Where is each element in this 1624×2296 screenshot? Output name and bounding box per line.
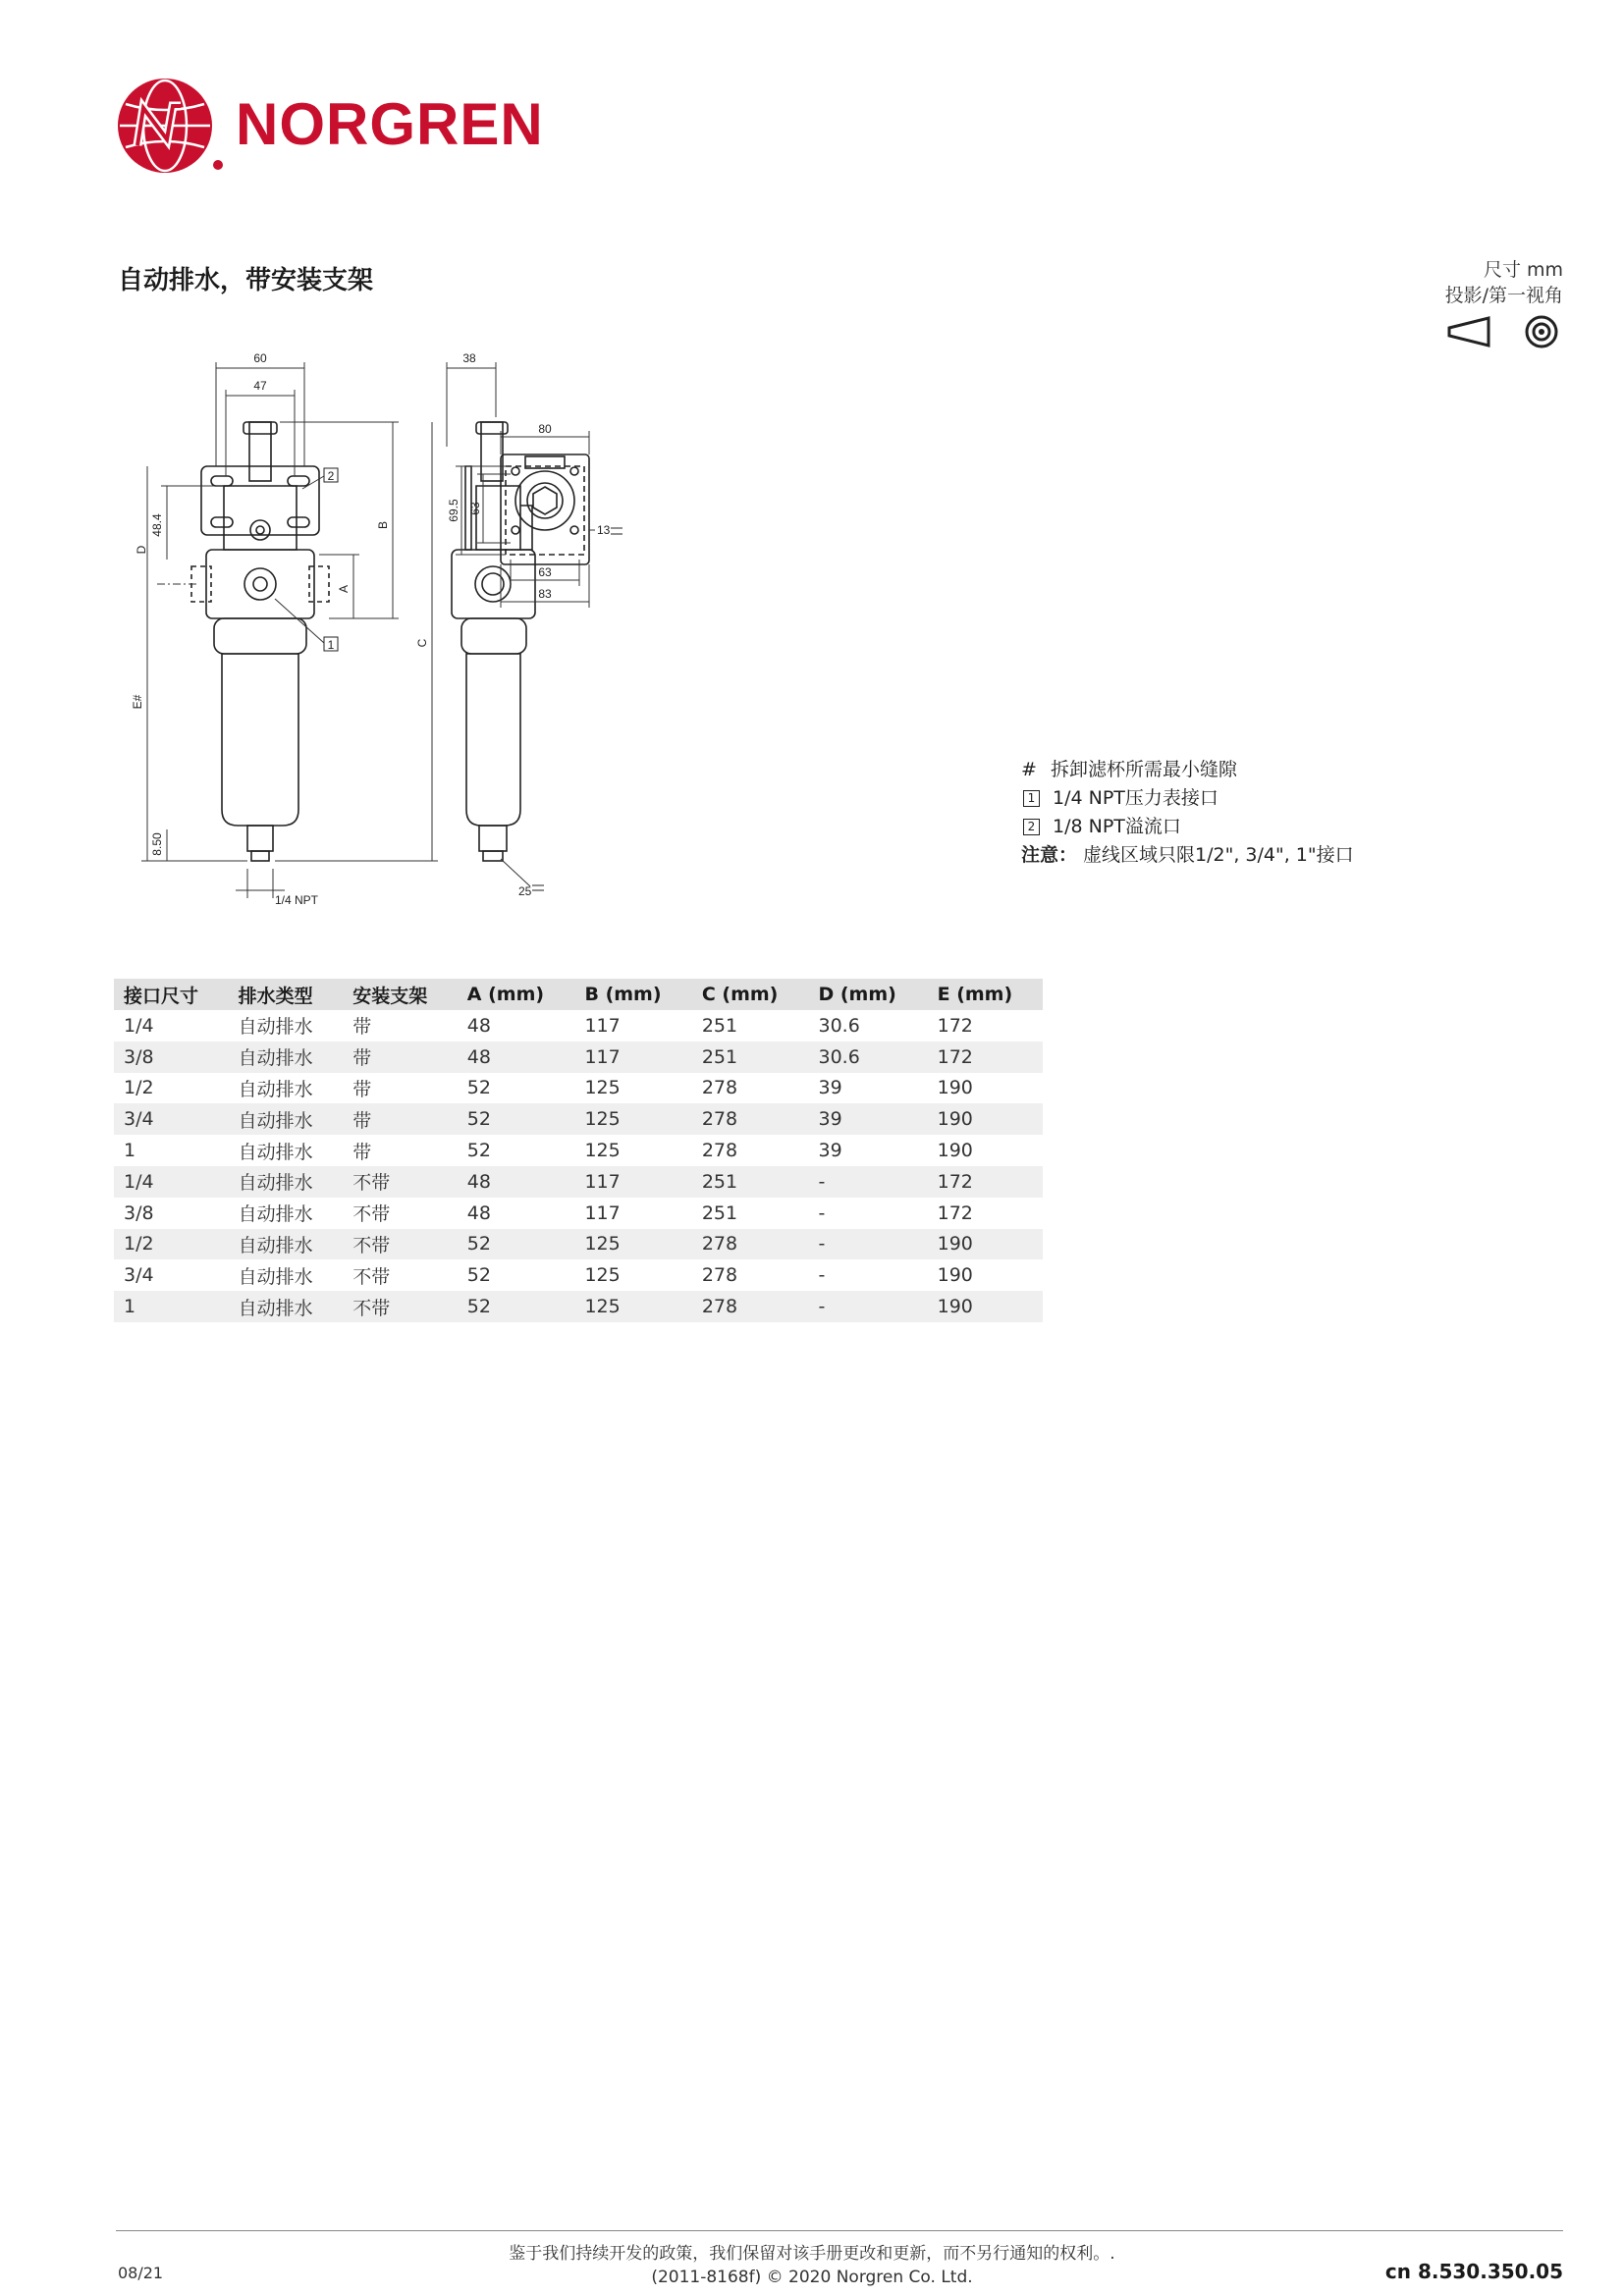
front-dimensions	[141, 362, 438, 898]
projection-label: 投影/第一视角	[1444, 285, 1563, 306]
table-cell: 52	[458, 1135, 575, 1166]
table-cell: 278	[692, 1073, 809, 1104]
table-cell: 1/2	[114, 1229, 229, 1260]
table-cell: 自动排水	[229, 1073, 344, 1104]
table-cell: 190	[928, 1259, 1043, 1291]
header-e: E (mm)	[928, 979, 1043, 1010]
table-cell: 1/2	[114, 1073, 229, 1104]
brand-wordmark: NORGREN	[236, 91, 544, 157]
table-cell: 不带	[343, 1259, 458, 1291]
table-cell: 117	[574, 1198, 691, 1229]
table-cell: 251	[692, 1041, 809, 1073]
table-cell: 自动排水	[229, 1041, 344, 1073]
table-cell: 52	[458, 1291, 575, 1322]
units-info	[1445, 257, 1563, 308]
table-cell: 190	[928, 1291, 1043, 1322]
footer-disclaimer	[0, 2242, 1624, 2289]
table-cell: 172	[928, 1166, 1043, 1198]
note-text: 1/4 NPT压力表接口	[1053, 787, 1218, 809]
table-cell: 190	[928, 1073, 1043, 1104]
table-body	[114, 1010, 1043, 1322]
bottom-view	[501, 454, 589, 564]
dim-e-label: E#	[131, 694, 144, 710]
table-cell: 52	[458, 1229, 575, 1260]
table-cell: 278	[692, 1135, 809, 1166]
table-cell: 30.6	[808, 1041, 927, 1073]
header-port-size: 接口尺寸	[114, 979, 229, 1010]
note-row	[1021, 841, 1354, 870]
table-cell: 带	[343, 1103, 458, 1135]
globe-logo-icon	[116, 77, 234, 175]
table-cell: 172	[928, 1010, 1043, 1041]
table-cell: 自动排水	[229, 1166, 344, 1198]
table-cell: -	[808, 1259, 927, 1291]
note-marker: #	[1021, 759, 1037, 780]
table-cell: 带	[343, 1010, 458, 1041]
dim-a-label: A	[337, 584, 351, 594]
dim-69-5-label: 69.5	[447, 499, 460, 522]
note-attention-label: 注意：	[1021, 844, 1078, 866]
dim-47-label: 47	[253, 379, 267, 393]
note-callout-box: 2	[1023, 819, 1040, 835]
dimension-table	[114, 979, 1043, 1322]
header-drain-type: 排水类型	[229, 979, 344, 1010]
table-cell: 自动排水	[229, 1135, 344, 1166]
note-row	[1021, 813, 1354, 841]
dim-63-vertical-label: 63	[468, 502, 482, 515]
header-c: C (mm)	[692, 979, 809, 1010]
table-cell: 278	[692, 1229, 809, 1260]
table-cell: 117	[574, 1010, 691, 1041]
table-cell: 自动排水	[229, 1010, 344, 1041]
table-row	[114, 1259, 1043, 1291]
side-dimensions	[447, 362, 530, 886]
note-callout-box: 1	[1023, 790, 1040, 807]
page-title: 自动排水，带安装支架	[118, 266, 374, 295]
table-cell: 278	[692, 1103, 809, 1135]
table-cell: 3/4	[114, 1259, 229, 1291]
side-wrench-label: 25	[518, 884, 532, 898]
table-cell: 1/4	[114, 1010, 229, 1041]
table-row	[114, 1166, 1043, 1198]
dim-38-label: 38	[462, 351, 476, 365]
table-cell: 3/8	[114, 1041, 229, 1073]
table-cell: -	[808, 1166, 927, 1198]
first-angle-projection-icon	[1445, 312, 1563, 351]
table-cell: 251	[692, 1198, 809, 1229]
table-cell: 3/4	[114, 1103, 229, 1135]
disclaimer-text: 鉴于我们持续开发的政策，我们保留对该手册更改和更新，而不另行通知的权利。.	[509, 2244, 1115, 2264]
header-bracket: 安装支架	[343, 979, 458, 1010]
callout-1: 1	[327, 638, 335, 652]
table-cell: 39	[808, 1103, 927, 1135]
table-cell: 48	[458, 1198, 575, 1229]
table-header-row	[114, 979, 1043, 1010]
dimension-drawings	[128, 348, 943, 918]
bottom-wrench-label: 13	[597, 523, 611, 537]
dim-80-label: 80	[538, 422, 552, 436]
note-attention-text: 虚线区域只限1/2", 3/4", 1"接口	[1083, 844, 1354, 866]
table-cell: 278	[692, 1259, 809, 1291]
footer-date: 08/21	[118, 2264, 164, 2282]
table-cell: -	[808, 1229, 927, 1260]
table-cell: 48	[458, 1010, 575, 1041]
table-cell: 1	[114, 1291, 229, 1322]
table-cell: 125	[574, 1073, 691, 1104]
table-cell: 251	[692, 1166, 809, 1198]
table-cell: 39	[808, 1135, 927, 1166]
table-cell: 52	[458, 1259, 575, 1291]
table-cell: 自动排水	[229, 1291, 344, 1322]
table-cell: 自动排水	[229, 1259, 344, 1291]
dim-b-label: B	[376, 520, 390, 530]
table-cell: 30.6	[808, 1010, 927, 1041]
dim-63-horizontal-label: 63	[538, 565, 552, 579]
dim-60-label: 60	[253, 351, 267, 365]
table-cell: 190	[928, 1135, 1043, 1166]
table-cell: 带	[343, 1073, 458, 1104]
callout-2: 2	[327, 469, 335, 483]
copyright-text: (2011-8168f) © 2020 Norgren Co. Ltd.	[651, 2268, 973, 2287]
front-view	[191, 422, 329, 861]
port-npt-label: 1/4 NPT	[275, 893, 319, 907]
table-row	[114, 1198, 1043, 1229]
dim-c-label: C	[415, 638, 429, 648]
table-cell: 251	[692, 1010, 809, 1041]
table-cell: 125	[574, 1103, 691, 1135]
table-cell: -	[808, 1291, 927, 1322]
table-cell: 39	[808, 1073, 927, 1104]
table-cell: -	[808, 1198, 927, 1229]
drawing-notes	[1021, 756, 1354, 870]
table-cell: 278	[692, 1291, 809, 1322]
table-cell: 3/8	[114, 1198, 229, 1229]
header-b: B (mm)	[574, 979, 691, 1010]
table-row	[114, 1135, 1043, 1166]
table-cell: 117	[574, 1166, 691, 1198]
table-row	[114, 1291, 1043, 1322]
table-cell: 52	[458, 1073, 575, 1104]
dim-8-50-label: 8.50	[150, 832, 164, 856]
table-cell: 48	[458, 1041, 575, 1073]
table-cell: 不带	[343, 1229, 458, 1260]
dim-48-4-label: 48.4	[150, 513, 164, 537]
note-text: 1/8 NPT溢流口	[1053, 816, 1181, 837]
table-cell: 125	[574, 1291, 691, 1322]
table-cell: 172	[928, 1041, 1043, 1073]
table-cell: 自动排水	[229, 1198, 344, 1229]
dim-83-label: 83	[538, 587, 552, 601]
note-row	[1021, 784, 1354, 813]
table-cell: 不带	[343, 1166, 458, 1198]
table-cell: 带	[343, 1135, 458, 1166]
table-cell: 自动排水	[229, 1103, 344, 1135]
table-cell: 不带	[343, 1291, 458, 1322]
table-row	[114, 1103, 1043, 1135]
table-row	[114, 1229, 1043, 1260]
table-cell: 125	[574, 1229, 691, 1260]
table-cell: 不带	[343, 1198, 458, 1229]
table-row	[114, 1041, 1043, 1073]
table-cell: 1/4	[114, 1166, 229, 1198]
header-d: D (mm)	[808, 979, 927, 1010]
units-label: 尺寸 mm	[1483, 259, 1563, 281]
table-row	[114, 1010, 1043, 1041]
table-cell: 125	[574, 1135, 691, 1166]
footer-divider	[116, 2230, 1563, 2231]
table-row	[114, 1073, 1043, 1104]
table-cell: 自动排水	[229, 1229, 344, 1260]
note-row	[1021, 756, 1354, 784]
dim-d-label: D	[135, 545, 148, 555]
table-cell: 172	[928, 1198, 1043, 1229]
document-code: cn 8.530.350.05	[1384, 2260, 1563, 2283]
side-view	[452, 422, 535, 861]
front-dimension-labels	[131, 351, 429, 907]
table-cell: 125	[574, 1259, 691, 1291]
table-cell: 48	[458, 1166, 575, 1198]
table-cell: 1	[114, 1135, 229, 1166]
table-cell: 117	[574, 1041, 691, 1073]
table-cell: 带	[343, 1041, 458, 1073]
table-cell: 190	[928, 1229, 1043, 1260]
note-text: 拆卸滤杯所需最小缝隙	[1051, 759, 1238, 780]
table-cell: 190	[928, 1103, 1043, 1135]
table-cell: 52	[458, 1103, 575, 1135]
header-a: A (mm)	[458, 979, 575, 1010]
